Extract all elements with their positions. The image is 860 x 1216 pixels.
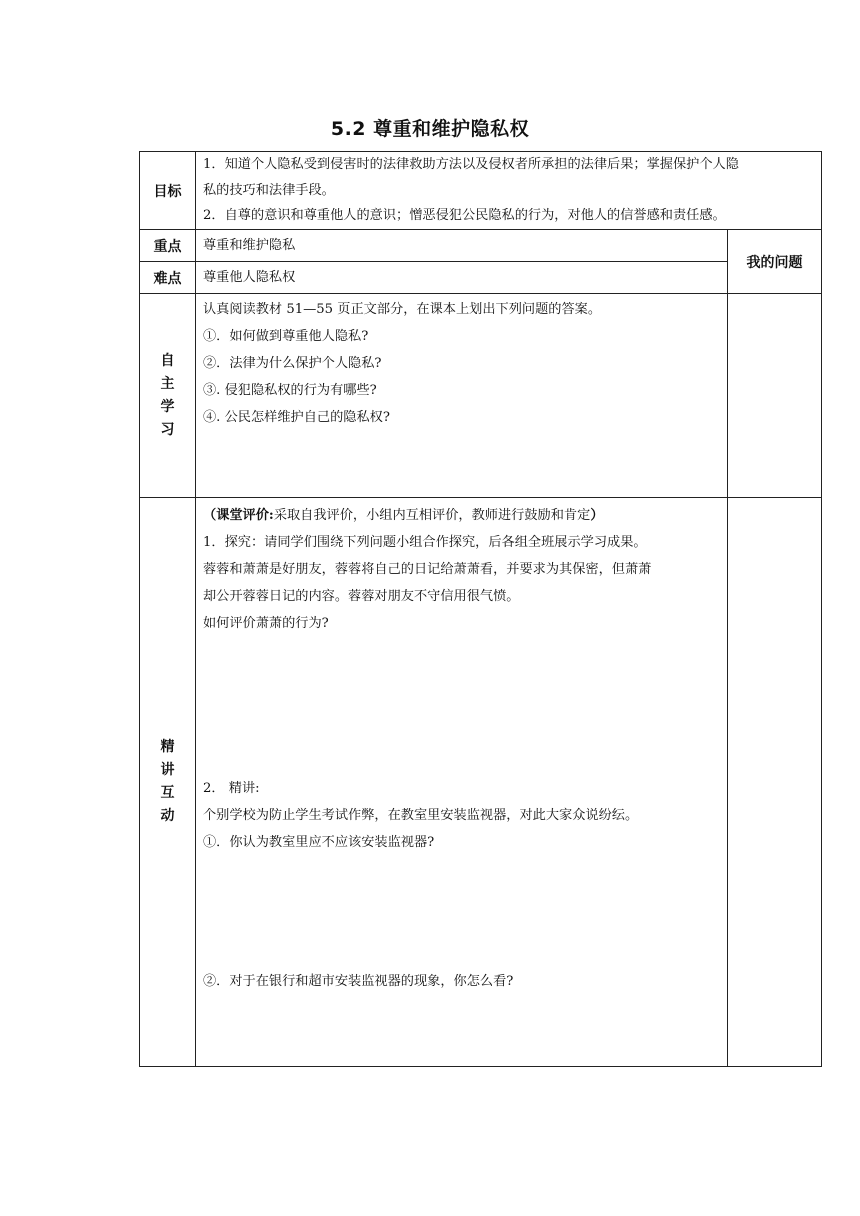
self-study-label-char-1: 自 [160, 352, 175, 369]
objectives-label: 目标 [153, 183, 182, 200]
my-questions-label: 我的问题 [746, 254, 803, 271]
difficulty-content: 尊重他人隐私权 [203, 270, 296, 285]
key-point-content: 尊重和维护隐私 [203, 238, 296, 253]
lecture-question-a: ①．你认为教室里应不应该安装监视器? [203, 835, 435, 850]
self-study-label-char-4: 习 [160, 421, 175, 438]
document-title: 5.2 尊重和维护隐私权 [330, 118, 530, 140]
self-study-question-1: ①．如何做到尊重他人隐私? [203, 329, 369, 344]
class-evaluation-note: （课堂评价:采取自我评价，小组内互相评价，教师进行鼓励和肯定） [203, 508, 604, 523]
lecture-label-char-1: 精 [160, 739, 175, 755]
lecture-label-char-4: 动 [160, 808, 175, 824]
explore-title: 1．探究：请同学们围绕下列问题小组合作探究，后各组全班展示学习成果。 [203, 535, 647, 550]
objectives-line-2: 私的技巧和法律手段。 [203, 182, 335, 198]
self-study-label-char-3: 学 [160, 398, 175, 415]
lecture-title: 2． 精讲: [203, 781, 260, 796]
explore-question: 如何评价萧萧的行为? [203, 616, 329, 631]
story-line-1: 蓉蓉和萧萧是好朋友，蓉蓉将自己的日记给萧萧看，并要求为其保密，但萧萧 [203, 562, 652, 577]
objectives-content [196, 152, 821, 229]
lecture-interaction-label [140, 498, 195, 1066]
self-study-label [140, 294, 195, 497]
key-point-label: 重点 [153, 238, 182, 255]
lecture-block-1 [196, 502, 727, 642]
lecture-block-3 [196, 968, 727, 998]
self-study-question-4: ④. 公民怎样维护自己的隐私权? [203, 410, 390, 425]
self-study-content [196, 295, 727, 497]
lecture-block-2 [196, 775, 727, 865]
self-study-label-char-2: 主 [160, 375, 175, 392]
self-study-question-2: ②．法律为什么保护个人隐私? [203, 356, 382, 371]
story-line-2: 却公开蓉蓉日记的内容。蓉蓉对朋友不守信用很气愤。 [203, 589, 520, 604]
self-study-question-3: ③. 侵犯隐私权的行为有哪些? [203, 383, 377, 398]
self-study-instruction: 认真阅读教材 51—55 页正文部分，在课本上划出下列问题的答案。 [203, 302, 602, 317]
lecture-label-char-2: 讲 [160, 762, 175, 778]
lecture-label-char-3: 互 [160, 785, 175, 801]
difficulty-label: 难点 [153, 270, 182, 287]
lecture-context: 个别学校为防止学生考试作弊，在教室里安装监视器，对此大家众说纷纭。 [203, 808, 639, 823]
lecture-question-b: ②．对于在银行和超市安装监视器的现象，你怎么看? [203, 974, 514, 989]
objectives-line-3: 2．自尊的意识和尊重他人的意识；憎恶侵犯公民隐私的行为，对他人的信誉感和责任感。 [203, 208, 726, 223]
objectives-line-1: 1．知道个人隐私受到侵害时的法律救助方法以及侵权者所承担的法律后果；掌握保护个人隐 [203, 157, 739, 172]
